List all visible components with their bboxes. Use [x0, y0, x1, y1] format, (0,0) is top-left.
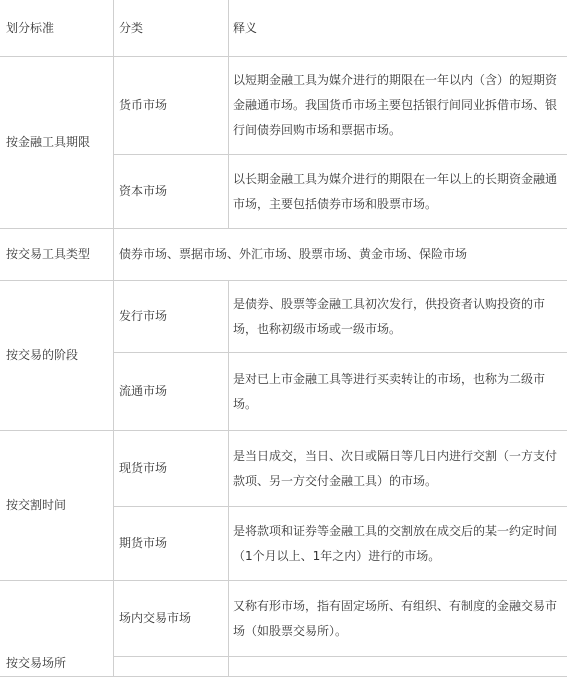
definition-cell [229, 281, 567, 353]
definition-text: 是债券、股票等金融工具初次发行，供投资者认购投资的市场，也称初级市场或一级市场。 [233, 292, 562, 342]
definition-cell [229, 431, 567, 507]
table-row [0, 431, 567, 507]
definition-cell [229, 581, 567, 657]
category-cell: 流通市场 [114, 353, 229, 431]
definition-cell [229, 657, 567, 677]
definition-text: 以短期金融工具为媒介进行的期限在一年以内（含）的短期资金融通市场。我国货币市场主要包括银行间同业拆借市场、银行间债券回购市场和票据市场。 [233, 68, 562, 143]
criterion-cell: 按交易工具类型 [0, 229, 114, 281]
category-cell: 场内交易市场 [114, 581, 229, 657]
definition-cell [229, 155, 567, 229]
header-definition: 释义 [229, 0, 567, 57]
definition-text: 以长期金融工具为媒介进行的期限在一年以上的长期资金融通市场，主要包括债券市场和股票市场。 [233, 167, 562, 217]
category-cell: 现货市场 [114, 431, 229, 507]
definition-text: 又称有形市场，指有固定场所、有组织、有制度的金融交易市场（如股票交易所）。 [233, 594, 562, 644]
table-row [0, 281, 567, 353]
header-category: 分类 [114, 0, 229, 57]
header-row [0, 0, 567, 57]
category-cell [114, 657, 229, 677]
definition-text: 是当日成交，当日、次日或隔日等几日内进行交割（一方支付款项、另一方交付金融工具）的市场。 [233, 444, 562, 494]
category-cell: 发行市场 [114, 281, 229, 353]
definition-text: 是将款项和证券等金融工具的交割放在成交后的某一约定时间（1个月以上、1年之内）进行的市场。 [233, 519, 562, 569]
criterion-cell: 按金融工具期限 [0, 57, 114, 229]
definition-cell [229, 353, 567, 431]
table-row [0, 57, 567, 155]
category-cell: 期货市场 [114, 507, 229, 581]
definition-cell: 债券市场、票据市场、外汇市场、股票市场、黄金市场、保险市场 [114, 229, 567, 281]
definition-cell [229, 507, 567, 581]
definition-text: 是对已上市金融工具等进行买卖转让的市场，也称为二级市场。 [233, 367, 562, 417]
criterion-cell: 按交割时间 [0, 431, 114, 581]
definition-cell [229, 57, 567, 155]
category-cell: 资本市场 [114, 155, 229, 229]
criterion-cell: 按交易场所 [0, 581, 114, 677]
category-cell: 货币市场 [114, 57, 229, 155]
table-row [0, 229, 567, 281]
table-row [0, 581, 567, 657]
header-criterion: 划分标准 [0, 0, 114, 57]
criterion-cell: 按交易的阶段 [0, 281, 114, 431]
